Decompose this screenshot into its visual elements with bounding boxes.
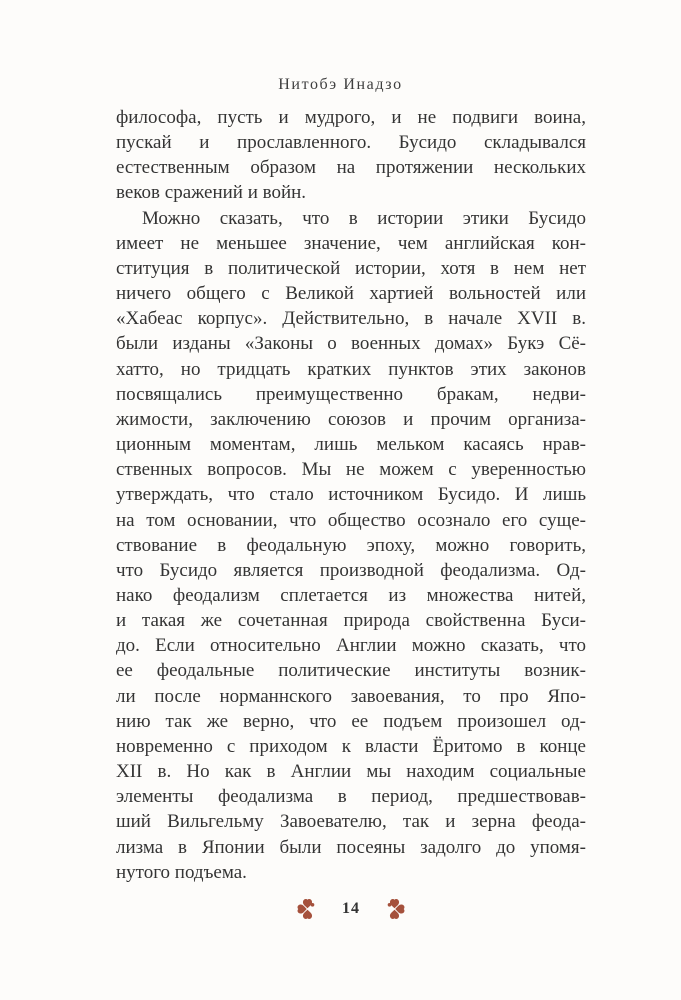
text-line: до. Если относительно Англии можно сказать, что xyxy=(116,635,586,657)
text-line: посвящались преимущественно бракам, недви- xyxy=(116,383,586,405)
text-line: ституция в политической истории, хотя в нем нет xyxy=(116,257,586,279)
page-footer xyxy=(116,896,586,922)
text-line: нутого подъема. xyxy=(116,861,247,883)
text-line: что Бусидо является производной феодализма. Од- xyxy=(116,559,586,581)
page-number: 14 xyxy=(342,900,360,917)
text-line: ничего общего с Великой хартией вольностей или xyxy=(116,283,586,305)
text-line: элементы феодализма в период, предшествовав- xyxy=(116,786,586,808)
text-line: лизма в Японии были посеяны задолго до упомя- xyxy=(116,836,586,858)
text-line: ствование в феодальную эпоху, можно говорить, xyxy=(116,534,586,556)
floral-ornament-icon xyxy=(382,896,407,922)
text-line: на том основании, что общество осознало его суще- xyxy=(116,509,586,531)
text-line: новременно с приходом к власти Ёритомо в конце xyxy=(116,735,586,757)
text-line: Можно сказать, что в истории этики Бусидо xyxy=(142,207,586,229)
text-line: ционным моментам, лишь мельком касаясь нрав- xyxy=(116,434,586,456)
text-line: жимости, заключению союзов и прочим организа- xyxy=(116,408,586,430)
text-line: нию так же верно, что ее подъем произошел од- xyxy=(116,710,586,732)
text-line: и такая же сочетанная природа свойственна Буси- xyxy=(116,610,586,632)
text-line: естественным образом на протяжении нескольких xyxy=(116,157,586,179)
text-line: пускай и прославленного. Бусидо складывался xyxy=(116,132,586,154)
text-line: XII в. Но как в Англии мы находим социальные xyxy=(116,761,586,783)
text-line: ли после норманнского завоевания, то про Япо- xyxy=(116,685,586,707)
paragraph xyxy=(116,206,586,885)
floral-ornament-icon xyxy=(295,896,320,922)
text-line: ший Вильгельму Завоевателю, так и зерна феода- xyxy=(116,811,586,833)
text-line: веков сражений и войн. xyxy=(116,182,307,204)
text-line: были изданы «Законы о военных домах» Букэ Сё- xyxy=(116,333,586,355)
paragraph xyxy=(116,105,586,206)
running-header: Нитобэ Инадзо xyxy=(278,76,403,93)
text-line: ственных вопросов. Мы не можем с уверенностью xyxy=(116,459,586,481)
text-line: утверждать, что стало источником Бусидо. И лишь xyxy=(116,484,586,506)
body-text xyxy=(116,105,586,885)
text-line: ее феодальные политические институты возник- xyxy=(116,660,586,682)
text-line: хатто, но тридцать кратких пунктов этих законов xyxy=(116,358,586,380)
text-line: имеет не меньшее значение, чем английская кон- xyxy=(116,232,586,254)
text-line: «Хабеас корпус». Действительно, в начале XVII в. xyxy=(116,308,586,330)
text-line: нако феодализм сплетается из множества нитей, xyxy=(116,584,586,606)
text-line: философа, пусть и мудрого, и не подвиги воина, xyxy=(116,107,586,128)
